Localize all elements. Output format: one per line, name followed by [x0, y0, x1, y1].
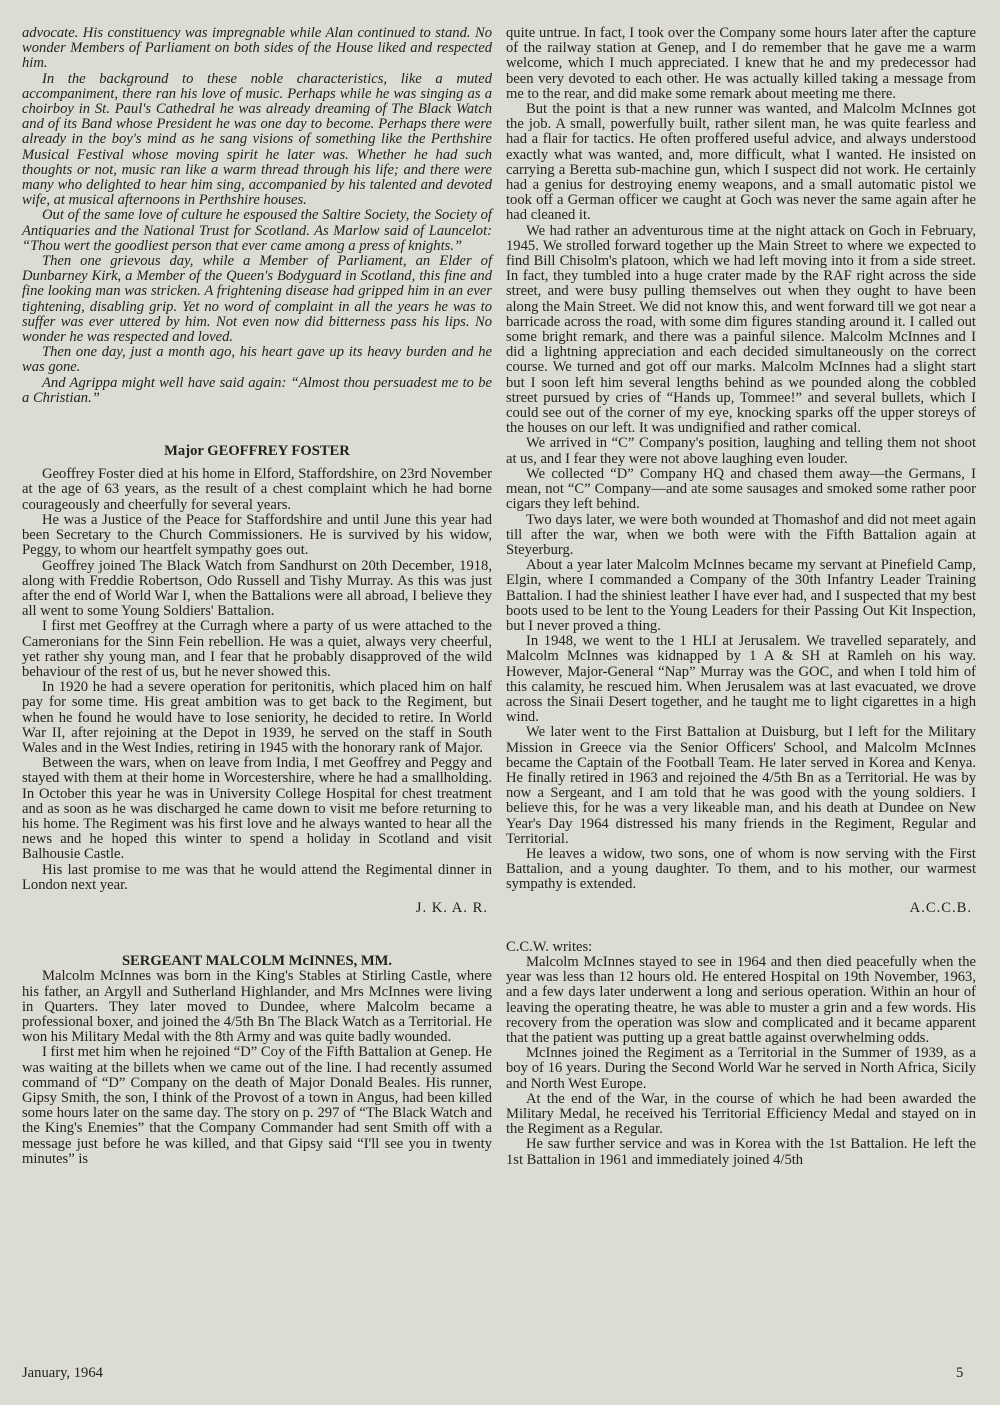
accb-signature: A.C.C.B.	[909, 899, 972, 916]
obituary-paragraph: quite untrue. In fact, I took over the Company some hours later after the capture of the railway station at Genep, and I do remember that he gave me a warm welcome, which I much appreciated. I knew that he and my predecessor had been very devoted to each other. He was actually killed taking a message from me to the rear, and did make some remark about meeting me there.	[506, 25, 976, 102]
obituary-paragraph: At the end of the War, in the course of which he had been awarded the Military Medal, he received his Territorial Efficiency Medal and stayed on in the Regiment as a Regular.	[506, 1090, 976, 1138]
foster-obituary	[22, 444, 492, 916]
tribute-paragraph: And Agrippa might well have said again: “Almost thou persuadest me to be a Christian.”	[22, 374, 492, 406]
obituary-paragraph: We later went to the First Battalion at Duisburg, but I left for the Military Mission in Greece via the Senior Officers' School, and Malcolm McInnes became the Captain of the Football Team. He later served in Korea and Kenya. He finally retired in 1963 and rejoined the 4/5th Bn as a Territorial. He was by now a Sergeant, and I am told that he was good with the young soldiers. I believe this, for he was a very likeable man, and his death at Dundee on New Year's Day 1964 distressed his many friends in the Regiment, Regular and Territorial.	[506, 724, 976, 847]
obituary-paragraph: We collected “D” Company HQ and chased them away—the Germans, I mean, not “C” Company—and ate some sausages and smoked some rather poor cigars they left behind.	[506, 465, 976, 513]
ccw-tribute	[506, 940, 976, 1168]
foster-heading: Major GEOFFREY FOSTER	[164, 443, 350, 460]
obituary-paragraph: I first met Geoffrey at the Curragh where a party of us were attached to the Cameronians for the Sinn Fein rebellion. He was a quiet, always very cheerful, yet rather shy young man, and I fear that he probably disapproved of the wild behaviour of the rest of us, but he never showed this.	[22, 618, 492, 680]
obituary-paragraph: He saw further service and was in Korea with the 1st Battalion. He left the 1st Battalion in 1961 and immediately joined 4/5th	[506, 1136, 976, 1168]
obituary-paragraph: McInnes joined the Regiment as a Territorial in the Summer of 1939, as a boy of 16 years. During the Second World War he served in North Africa, Sicily and North West Europe.	[506, 1045, 976, 1092]
tribute-paragraph: advocate. His constituency was impregnable while Alan continued to stand. No wonder Members of Parliament on both sides of the House liked and respected him.	[22, 25, 492, 72]
footer-date: January, 1964	[22, 1365, 103, 1381]
obituary-paragraph: I first met him when he rejoined “D” Coy of the Fifth Battalion at Genep. He was waiting at the billets when we came out of the line. I had recently assumed command of “D” Company on the death of Major Donald Beales. His runner, Gipsy Smith, the son, I think of the Provost of a town in Angus, had been killed some hours later on the same day. The story on p. 297 of “The Black Watch and the King's Enemies” that the Company Commander had sent Smith off with a message just before he was killed, and that Gipsy said “I'll see you in twenty minutes” is	[22, 1044, 492, 1167]
obituary-paragraph: Malcolm McInnes was born in the King's Stables at Stirling Castle, where his father, an Argyll and Sutherland Highlander, and Mrs McInnes were living in Quarters. They later moved to Dundee, where Malcolm became a professional boxer, and joined the 4/5th Bn The Black Watch as a Territorial. He won his Military Medal with the 8th Army and was quite badly wounded.	[22, 968, 492, 1046]
tribute-paragraph: In the background to these noble characteristics, like a muted accompaniment, there ran his love of music. Perhaps while he was singing as a choirboy in St. Paul's Cathedral he was already dreaming of The Black Watch and of its Band whose President he was one day to become. Perhaps there were already in the boy's mind as he sang visions of something like the Perthshire Musical Festival whose moving spirit he later was. Whether he had such thoughts or not, music ran like a warm thread through his life; and there were many who delighted to hear him sing, accompanied by his talented and devoted wife, at musical afternoons in Perthshire houses.	[22, 70, 492, 209]
obituary-paragraph: We had rather an adventurous time at the night attack on Goch in February, 1945. We strolled forward together up the Main Street to where we expected to find Bill Chisolm's platoon, which we had left moving into it from a side street. In fact, they tumbled into a huge crater made by the RAF right across the side street, and were busy pulling themselves out when they ought to have been along the Main Street. We did not know this, and went forward till we got near a barricade across the road, with some dim figures standing around it. I called out some bright remark, and there was a painful silence. Malcolm McInnes and I did a lightning appreciation and each decided simultaneously on the correct course. We turned and got off our marks. Malcolm McInnes had a slight start but I soon left him several lengths behind as we pounded along the cobbled street pursued by cries of “Hands up, Tommee!” and several bullets, which I could see out of the corner of my eye, knocking sparks off the upper storeys of the houses on our left. It was undignified and rather comical.	[506, 222, 976, 437]
tribute-paragraph: Then one day, just a month ago, his heart gave up its heavy burden and he was gone.	[22, 344, 492, 376]
obituary-paragraph: In 1948, we went to the 1 HLI at Jerusalem. We travelled separately, and Malcolm McInnes was kidnapped by 1 A & SH at Ramleh on his way. However, Major-General “Nap” Murray was the GOC, and when I told him of this calamity, he rescued him. When Jerusalem was at last evacuated, we drove across the Sinaii Desert together, and he taught me to light cigarettes in a high wind.	[506, 633, 976, 726]
right-column	[506, 26, 976, 1168]
obituary-paragraph: About a year later Malcolm McInnes became my servant at Pinefield Camp, Elgin, where I commanded a Company of the 30th Infantry Leader Training Battalion. I had the shiniest leather I have ever had, and I suspected that my best boots used to be lent to the Young Leaders for their Passing Out Kit Inspection, but I never proved a thing.	[506, 557, 976, 634]
obituary-paragraph: In 1920 he had a severe operation for peritonitis, which placed him on half pay for some time. His great ambition was to get back to the Regiment, but when he found he would have to lose seniority, he decided to retire. In World War II, after rejoining at the Depot in 1939, he served on the staff in South Wales and in the West Indies, retiring in 1945 with the honorary rank of Major.	[22, 679, 492, 756]
obituary-paragraph: He leaves a widow, two sons, one of whom is now serving with the First Battalion, and a young daughter. To them, and to his mother, our warmest sympathy is extended.	[506, 845, 976, 893]
tribute-continued	[22, 26, 492, 406]
ccw-intro: C.C.W. writes:	[506, 938, 593, 955]
obituary-paragraph: He was a Justice of the Peace for Staffordshire and until June this year had been Secretary to the Church Commissioners. He is survived by his widow, Peggy, to whom our heartfelt sympathy goes out.	[22, 511, 492, 559]
mcinnes-obituary	[22, 954, 492, 1167]
obituary-paragraph: Malcolm McInnes stayed to see in 1964 and then died peacefully when the year was less than 12 hours old. He entered Hospital on 19th November, 1963, and a few days later underwent a long and serious operation. Within an hour of leaving the operating theatre, he was able to muster a grin and a few words. His recovery from the operation was slow and complicated and it became apparent that the patient was putting up a great battle against overwhelming odds.	[506, 953, 976, 1046]
obituary-paragraph: We arrived in “C” Company's position, laughing and telling them not shoot at us, and I fear they were not above laughing even louder.	[506, 435, 976, 467]
tribute-paragraph: Then one grievous day, while a Member of Parliament, an Elder of Dunbarney Kirk, a Member of the Queen's Bodyguard in Scotland, this fine and fine looking man was stricken. A frightening disease had gripped him in an ever tightening, disabling grip. Yet no word of complaint in all the years he was to suffer was ever uttered by him. Not even now did bitterness pass his lips. No wonder he was respected and loved.	[22, 253, 492, 346]
obituary-paragraph: Two days later, we were both wounded at Thomashof and did not meet again till after the war, when we both were with the Fifth Battalion again at Steyerburg.	[506, 511, 976, 558]
obituary-paragraph: Geoffrey joined The Black Watch from Sandhurst on 20th December, 1918, along with Freddie Robertson, Odo Russell and Tishy Murray. As this was just after the end of World War I, when the Battalions were all abroad, I believe they all went to some Young Soldiers' Battalion.	[22, 557, 492, 620]
foster-signature: J. K. A. R.	[415, 899, 488, 916]
obituary-paragraph: Geoffrey Foster died at his home in Elford, Staffordshire, on 23rd November at the age of 63 years, as the result of a chest complaint which he had borne courageously and cheerfully for several years.	[22, 466, 492, 513]
left-column	[22, 26, 492, 1167]
obituary-paragraph: His last promise to me was that he would attend the Regimental dinner in London next year.	[22, 861, 492, 893]
obituary-paragraph: But the point is that a new runner was wanted, and Malcolm McInnes got the job. A small, powerfully built, rather silent man, he was quite fearless and had a flair for tactics. He often proffered useful advice, and always understood exactly what was wanted, and, more difficult, what I wanted. He insisted on carrying a Beretta sub-machine gun, which I suspect did not work. He certainly had a genius for destroying enemy weapons, and a small automatic pistol we took off a German officer we caught at Goch was never the same again after he had cleaned it.	[506, 101, 976, 224]
page-number: 5	[956, 1365, 964, 1381]
mcinnes-heading: SERGEANT MALCOLM McINNES, MM.	[121, 953, 393, 970]
tribute-paragraph: Out of the same love of culture he espoused the Saltire Society, the Society of Antiquaries and the National Trust for Scotland. As Marlow said of Launcelot: “Thou wert the goodliest person that ever came among a press of knights.”	[22, 207, 492, 254]
obituary-paragraph: Between the wars, when on leave from India, I met Geoffrey and Peggy and stayed with them at their home in Worcestershire, where he had a smallholding. In October this year he was in University College Hospital for chest treatment and as soon as he was discharged he came down to visit me before returning to his home. The Regiment was his first love and he always wanted to hear all the news and he hoped this winter to spend a holiday in Scotland and visit Balhousie Castle.	[22, 755, 492, 863]
